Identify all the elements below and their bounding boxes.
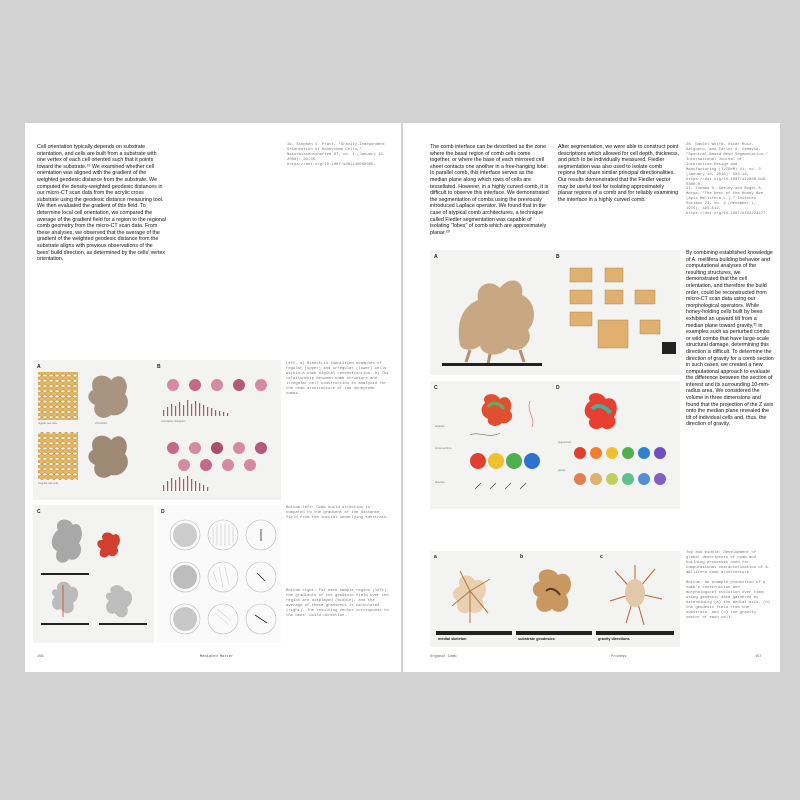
figure-comb-prediction xyxy=(430,551,680,647)
figure-label-b-right: B xyxy=(556,254,560,260)
cell-analysis-illustration xyxy=(33,360,281,500)
right-col1-text: The comb interface can be described as the zone where the basal region of comb cells come together, or where the base of each mirrored cell sheet contacts one another in a free-hanging lobe. In parallel comb, this interface serves as the median plane along which rows of cells are tessellated. However, in a highly curved comb, it is difficult to observe this interface. We demonstrated the segmentation of combs using the previously introduced Laplace operator. We found that in the case of atypical comb architectures, a technique called Fiedler segmentation was capable of isolating "lobes" of comb which are approximately planar.²⁰ xyxy=(430,144,549,236)
label-segmented: segmented xyxy=(558,441,571,444)
build-direction-illustration xyxy=(33,505,154,643)
right-page xyxy=(403,123,780,672)
label-substrate-geodesics: substrate geodesics xyxy=(518,637,555,641)
left-body-text: Cell orientation typically depends on substrate orientation, and cells are built from a substrate with one vertex of each cell oriented such that it points toward the substrate.¹⁹ We examined whether cell orientation was aligned with the gradient of the weighted geodesic distance from the substrate. We computed the density-weighted geodesic distances in our micro-CT scan data from the acrylic cross substrate using the geodesic distance measuring tool. We then evaluated the gradient of this field. To determine local cell orientation, we compared the average of the gradient field for a region to the regional comb geometry from the micro-CT scan data. From these analyses, we observed that the average of the gradient of the weighted geodesic distance from the substrate aligns with previous observations of the bees' build direction, as determined by the cells' vertex orientation. xyxy=(37,144,166,263)
folio-number-left: 156 xyxy=(37,655,44,659)
label-cumulative-histogram: cumulative histogram xyxy=(161,420,186,423)
figure-label-b-lower: b xyxy=(520,554,524,560)
figure-build-direction xyxy=(33,505,154,643)
label-medial-skeleton: medial skeleton xyxy=(438,637,467,641)
folio-title-right: Process xyxy=(611,655,627,659)
right-col3-text: By combining established knowledge of A. mellifera building behavior and computational analyses of the resulting structures, we demonstrated that the cell orientation, and therefore the build order, could be reconstructed from micro-CT scan data using our morphological operators. While honey-holding cells built by bees exhibited an upward tilt from a median plane toward gravity,²¹ in examples such as perturbed combs or wild combs that have large-scale structural damage, determining this direction is difficult. To determine the direction of gravity for a comb section in such cases, we created a new computational approach to evaluate the difference between the section of interest and its surrounding 10-mm-radius area. We considered the volume in three dimensions and found that the projection of the Z axis onto the median plane revealed the tilt of individual cells and, thus, the direction of gravity. xyxy=(686,250,774,428)
footnote-21: 21. Thomas D. Seeley and Roger A. Morse, "The Nest of the Honey Bee (Apis Mellifera L.)," Insectes Sociaux 23, no. 4 (December 1, 1976): 495–512, https://doi.org/10.1007/bf02223477. xyxy=(686,187,768,216)
footnote-20: 20. Daniel Wolfe, Oscar Ruiz-Salguero, and Carlos A. Cadavid, "Spectral-Based Mesh Segmentation," International Journal of Interactive Design and Manufacturing (IJIDeM) 11, no. 3 (January 10, 2016): 503–14, https://doi.org/10.1007/s12008-016-0300-0. xyxy=(686,143,768,187)
comb-analysis-illustration xyxy=(430,381,680,509)
figure-label-a-right: A xyxy=(434,254,438,260)
figure-label-c-right: C xyxy=(434,385,438,391)
figure-label-d: D xyxy=(161,509,165,515)
caption-top-left: Left, a) Bisectrix identified examples of regular (upper) and irregular (lower) cells within a comb digital reconstruction. b) The relationship between comb structure and irregular cell construction is analyzed for the comb architecture of two honeycomb combs. xyxy=(286,362,389,396)
label-regular-cells: regular raw cells xyxy=(38,422,57,425)
caption-bottom-right-page: Bottom: An example prediction of a comb's construction and morphological evolution over time, using geodesic data gathered by determining (a) the medial axis, (b) the geodesic field from the substrate, and (c) the gravity vector of each cell. xyxy=(686,581,771,620)
label-direction: direction xyxy=(435,481,445,484)
comb-reconstruction-illustration xyxy=(430,250,680,375)
figure-comb-reconstruction xyxy=(430,250,680,375)
left-page xyxy=(25,123,401,672)
folio-title-left: Mediated Matter xyxy=(200,655,234,659)
label-gravity-directions: gravity directions xyxy=(598,637,630,641)
figure-gradient-samples xyxy=(157,505,281,643)
figure-comb-analysis xyxy=(430,381,680,509)
label-skeleton: skeleton xyxy=(435,425,445,428)
caption-top-middle-right: Top and middle: Development of global descriptors of comb and building processes used for computational characterization of A. mellifera comb architecture. xyxy=(686,551,771,575)
figure-label-c: C xyxy=(37,509,41,515)
comb-prediction-illustration xyxy=(430,551,680,647)
caption-bottom-right: Bottom right: For each sample region (left), the gradients of the geodesic field over the region are displayed (middle), and the average of these gradients is calculated (right). The resulting vector corresponds to the bees' build direction. xyxy=(286,589,389,618)
footnote-19: 19. Stephen C. Pratt, "Gravity-Independent Orientation of Honeycomb Cells," Naturwissenschaften 87, no. 1 (January 15, 2000): 33–35, https://doi.org/10.1007/s001140050005. xyxy=(287,143,386,167)
figure-label-a: A xyxy=(37,364,41,370)
gradient-sample-illustration xyxy=(157,505,281,643)
label-cross-sections: cross-sections xyxy=(435,447,452,450)
folio-number-right: 157 xyxy=(755,655,762,659)
figure-label-a-lower: a xyxy=(434,554,437,560)
figure-label-d-right: D xyxy=(556,385,560,391)
label-convolved: convolved xyxy=(95,422,107,425)
figure-cell-analysis xyxy=(33,360,281,500)
right-col2-text: After segmentation, we were able to construct point descriptions which allowed for cell depth, thickness, and pitch to be individually measured. Fiedler segmentation was also used to isolate comb regions that share similar principal directionalities. Our results demonstrated that the Fiedler vector may be useful tool for isolating approximately planar regions of a comb and for reliably examining the interface in a highly curved comb. xyxy=(558,144,680,203)
folio-section-right: Organic Comb xyxy=(430,655,457,659)
figure-label-b: B xyxy=(157,364,161,370)
label-irregular-cells: irregular raw cells xyxy=(38,482,59,485)
label-gravity: gravity xyxy=(558,469,566,472)
caption-bottom-left: Bottom left: Comb build direction is compared to the gradient of the distance field from the initial underlying substrate. xyxy=(286,506,389,520)
figure-label-c-lower: c xyxy=(600,554,603,560)
